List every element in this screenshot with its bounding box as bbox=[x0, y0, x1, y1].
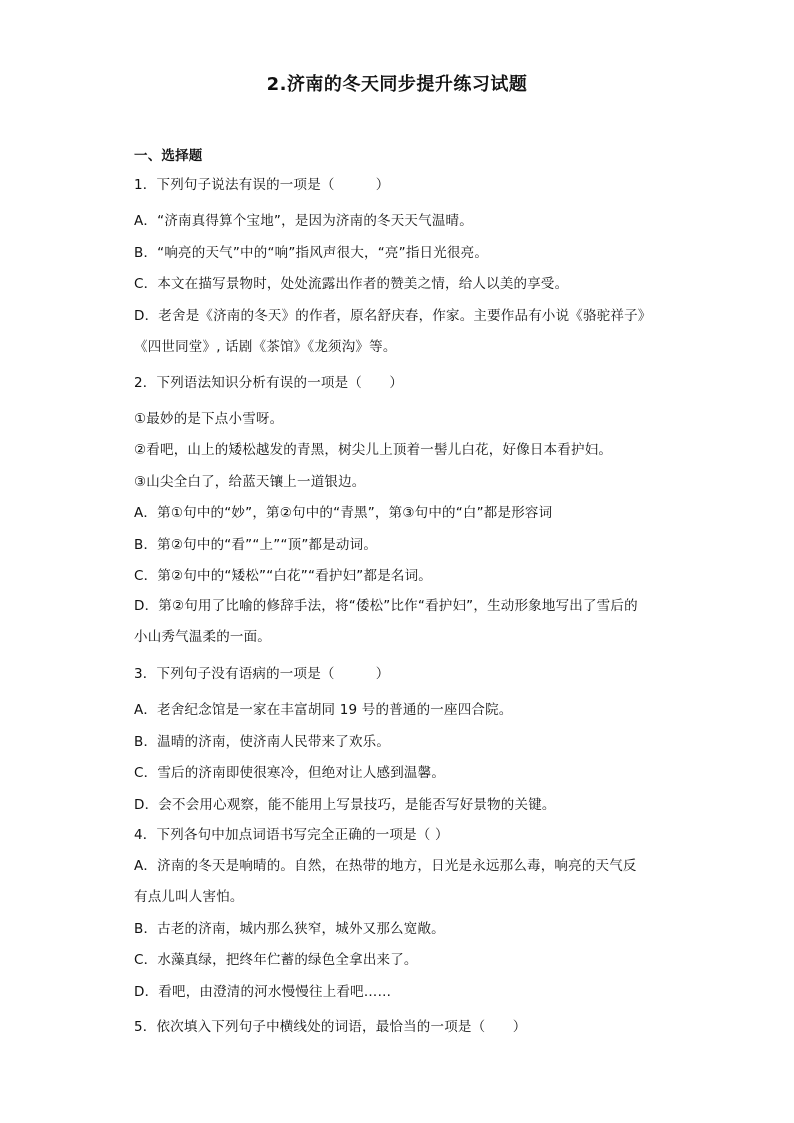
question-1-option-d-line2: 《四世同堂》, 话剧《茶馆》《龙须沟》等。 bbox=[134, 339, 397, 355]
question-1-option-a: A．“济南真得算个宝地”，是因为济南的冬天天气温晴。 bbox=[134, 213, 473, 229]
question-3-option-b: B．温晴的济南，使济南人民带来了欢乐。 bbox=[134, 734, 391, 750]
question-2-sentence-3: ③山尖全白了，给蓝天镶上一道银边。 bbox=[134, 474, 366, 490]
question-5-stem: 5．依次填入下列句子中横线处的词语，最恰当的一项是（ ） bbox=[134, 1019, 527, 1035]
question-4-option-b: B．古老的济南，城内那么狭窄，城外又那么宽敞。 bbox=[134, 921, 445, 937]
question-3-option-d: D．会不会用心观察，能不能用上写景技巧，是能否写好景物的关键。 bbox=[134, 797, 556, 813]
question-1-option-d-line1: D．老舍是《济南的冬天》的作者，原名舒庆春，作家。主要作品有小说《骆驼祥子》 bbox=[134, 308, 652, 324]
question-1-option-b: B．“响亮的天气”中的“响”指风声很大，“亮”指日光很亮。 bbox=[134, 245, 489, 261]
question-4-option-a-line1: A．济南的冬天是响晴的。自然，在热带的地方，日光是永远那么毒，响亮的天气反 bbox=[134, 858, 637, 874]
question-2-option-d-line2: 小山秀气温柔的一面。 bbox=[134, 629, 271, 645]
question-3-option-a: A．老舍纪念馆是一家在丰富胡同 19 号的普通的一座四合院。 bbox=[134, 702, 513, 718]
question-2-option-d-line1: D．第②句用了比喻的修辞手法，将“倭松”比作“看护妇”，生动形象地写出了雪后的 bbox=[134, 598, 638, 614]
question-2-sentence-1: ①最妙的是下点小雪呀。 bbox=[134, 411, 284, 427]
section-heading: 一、选择题 bbox=[134, 148, 203, 164]
question-2-stem: 2．下列语法知识分析有误的一项是（ ） bbox=[134, 375, 404, 391]
question-4-option-c: C．水藻真绿，把终年伫蓄的绿色全拿出来了。 bbox=[134, 952, 418, 968]
question-3-option-c: C．雪后的济南即使很寒冷，但绝对让人感到温馨。 bbox=[134, 765, 446, 781]
question-2-sentence-2: ②看吧，山上的矮松越发的青黑，树尖儿上顶着一髻儿白花，好像日本看护妇。 bbox=[134, 442, 613, 458]
question-4-option-d: D．看吧，由澄清的河水慢慢往上看吧…… bbox=[134, 984, 392, 1000]
question-2-option-a: A．第①句中的“妙”，第②句中的“青黑”，第③句中的“白”都是形容词 bbox=[134, 505, 553, 521]
page-title: 2.济南的冬天同步提升练习试题 bbox=[266, 74, 528, 95]
question-2-option-b: B．第②句中的“看”“上”“顶”都是动词。 bbox=[134, 537, 378, 553]
question-1-stem: 1．下列句子说法有误的一项是（ ） bbox=[134, 177, 390, 193]
question-4-stem: 4．下列各句中加点词语书写完全正确的一项是（ ） bbox=[134, 827, 449, 843]
question-1-option-c: C．本文在描写景物时，处处流露出作者的赞美之情，给人以美的享受。 bbox=[134, 276, 569, 292]
question-2-option-c: C．第②句中的“矮松”“白花”“看护妇”都是名词。 bbox=[134, 568, 432, 584]
question-3-stem: 3．下列句子没有语病的一项是（ ） bbox=[134, 666, 390, 682]
question-4-option-a-line2: 有点儿叫人害怕。 bbox=[134, 889, 244, 905]
